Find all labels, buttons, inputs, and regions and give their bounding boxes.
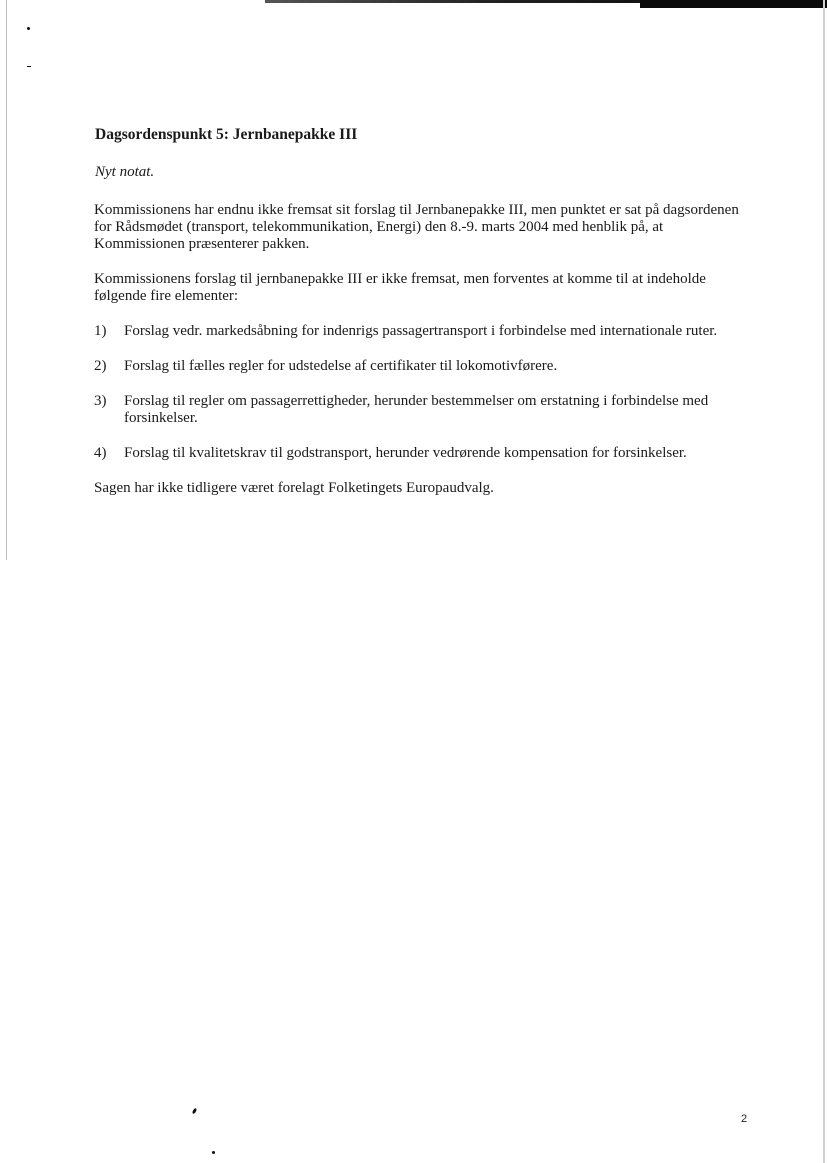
list-item xyxy=(94,393,754,427)
scan-speck xyxy=(27,27,30,30)
list-item xyxy=(94,445,754,462)
document-body xyxy=(94,126,754,515)
list-item-number: 2) xyxy=(94,358,107,374)
scan-speck xyxy=(192,1108,198,1115)
scan-edge-left xyxy=(6,0,7,560)
list-item xyxy=(94,323,754,340)
list-item-text: Forslag til regler om passagerrettigheder, herunder bestemmelser om erstatning i forbindelse med forsinkelser. xyxy=(124,393,709,426)
list-item-number: 1) xyxy=(94,323,107,339)
paragraph-elements: Kommissionens forslag til jernbanepakke III er ikke fremsat, men forventes at komme til at indeholde følgende fire elementer: xyxy=(94,271,706,304)
scan-edge-right xyxy=(823,0,825,1163)
scan-edge-top-corner xyxy=(640,0,827,8)
list-item-number: 3) xyxy=(94,393,107,409)
document-subtitle: Nyt notat. xyxy=(95,164,155,180)
paragraph-intro: Kommissionens har endnu ikke fremsat sit forslag til Jernbanepakke III, men punktet er sat på dagsordenen for Rådsmødet (transport, telekommunikation, Energi) den 8.-9. marts 2004 med henblik på, at Kommissionen præsenterer pakken. xyxy=(94,202,739,252)
elements-list xyxy=(94,323,754,462)
scan-speck xyxy=(212,1151,215,1154)
list-item-text: Forslag til kvalitetskrav til godstransport, herunder vedrørende kompensation for forsinkelser. xyxy=(124,445,687,461)
scan-speck xyxy=(27,66,31,67)
document-heading: Dagsordenspunkt 5: Jernbanepakke III xyxy=(95,126,358,143)
page-number: 2 xyxy=(741,1113,748,1125)
list-item-text: Forslag til fælles regler for udstedelse af certifikater til lokomotivførere. xyxy=(124,358,558,374)
list-item-number: 4) xyxy=(94,445,107,461)
list-item-text: Forslag vedr. markedsåbning for indenrigs passagertransport i forbindelse med internationale ruter. xyxy=(124,323,718,339)
paragraph-closing: Sagen har ikke tidligere været forelagt Folketingets Europaudvalg. xyxy=(94,480,494,496)
list-item xyxy=(94,358,754,375)
